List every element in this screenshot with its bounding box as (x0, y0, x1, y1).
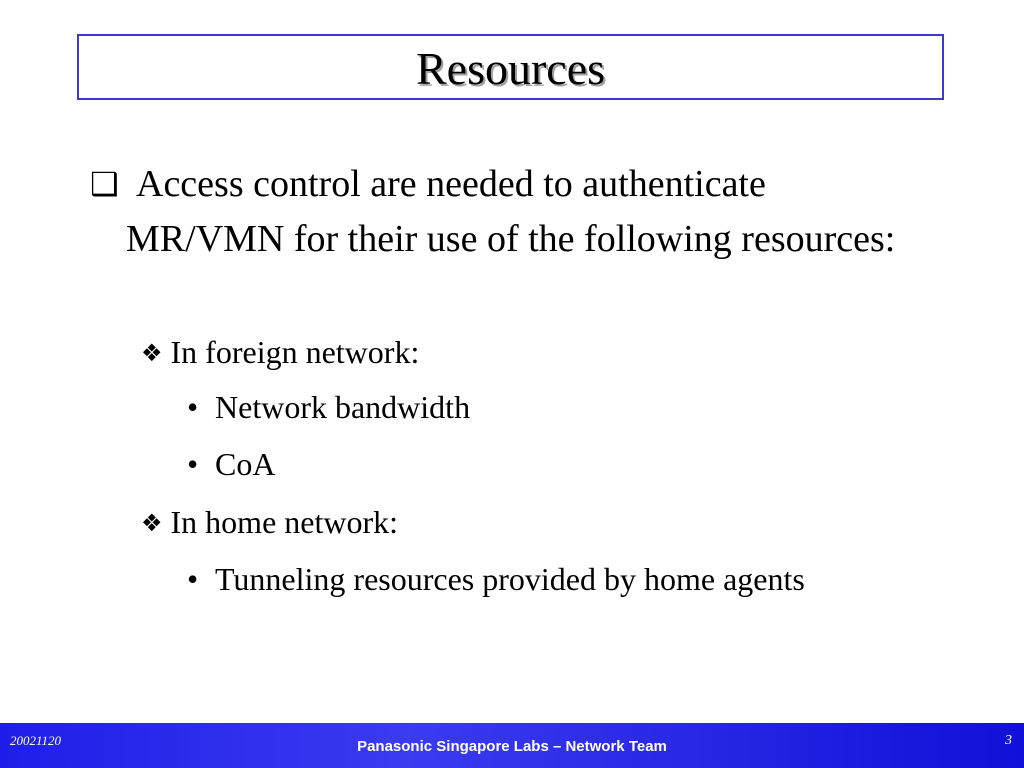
section-foreign-network (141, 332, 419, 373)
list-item-text: Network bandwidth (215, 389, 471, 425)
footer-organization: Panasonic Singapore Labs – Network Team (357, 738, 667, 755)
diamond-bullet-icon: ❖ (141, 509, 163, 537)
title-box (77, 34, 944, 100)
list-item-text: CoA (215, 446, 276, 482)
section-heading: In home network: (170, 504, 399, 540)
square-bullet-icon: ❑ (90, 165, 119, 203)
list-item (187, 385, 875, 430)
page-number: 3 (1005, 733, 1012, 748)
list-item (187, 557, 875, 602)
diamond-bullet-icon: ❖ (141, 339, 163, 367)
section-home-network (141, 502, 398, 543)
footer-date: 20021120 (10, 733, 62, 748)
section-heading: In foreign network: (170, 334, 420, 370)
bullet-icon: • (187, 446, 199, 482)
bullet-icon: • (187, 561, 199, 597)
footer-bar (0, 723, 1024, 768)
list-item-text: Tunneling resources provided by home agents (215, 561, 805, 597)
bullet-icon: • (187, 389, 199, 425)
slide-title: Resources (415, 43, 606, 94)
list-item (187, 442, 875, 487)
main-point-line: Access control are needed to authenticate MR/VMN for their use of the following resources: (126, 163, 896, 260)
main-point-text (126, 157, 926, 267)
